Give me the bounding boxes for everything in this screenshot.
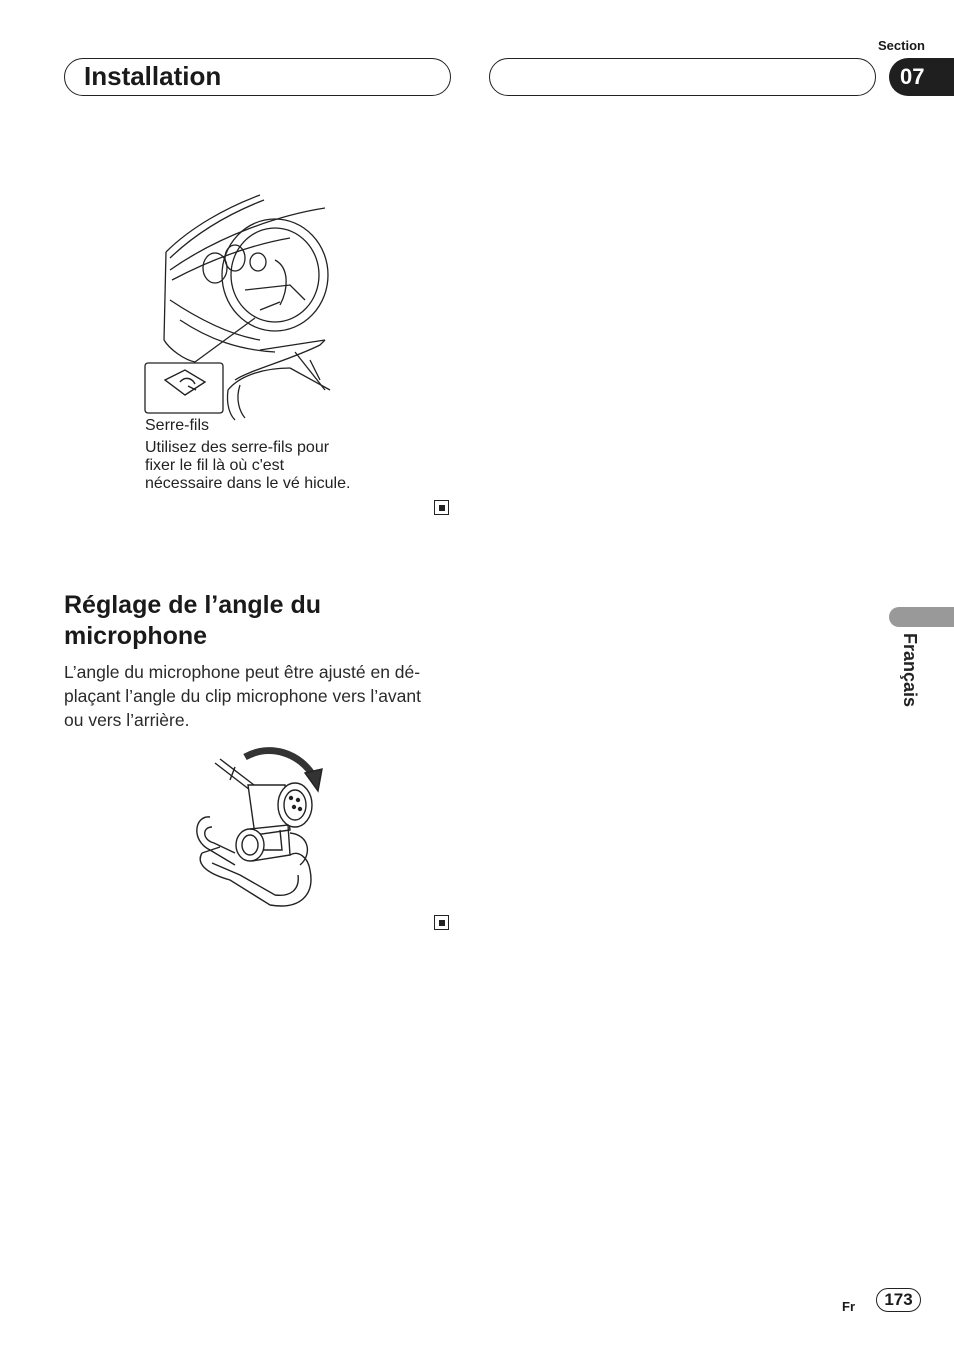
section-heading-line: microphone: [64, 622, 208, 650]
figure1-caption-title: Serre-fils: [145, 417, 210, 434]
language-tab: [889, 607, 954, 627]
page-title: Installation: [84, 61, 222, 91]
paragraph-line: ou vers l’arrière.: [64, 710, 190, 730]
paragraph-line: plaçant l’angle du clip microphone vers l’avant: [64, 686, 422, 706]
end-of-section-mark: [434, 915, 449, 930]
empty-title-pill: [489, 58, 876, 96]
section-number-badge: 07: [889, 58, 954, 96]
paragraph-line: L’angle du microphone peut être ajusté en dé-: [64, 662, 421, 682]
section-heading: [64, 590, 464, 652]
figure1-caption-line: nécessaire dans le vé hicule.: [145, 475, 351, 492]
language-label: Français: [900, 633, 920, 708]
figure1-caption-line: Utilisez des serre-fils pour: [145, 439, 330, 456]
page-number: 173: [876, 1288, 921, 1312]
microphone-clip-illustration: [190, 745, 325, 910]
section-heading-line: Réglage de l’angle du: [64, 591, 321, 619]
figure1-caption-line: fixer le fil là où c'est: [145, 457, 285, 474]
section-paragraph: [64, 660, 459, 732]
end-of-section-mark: [434, 500, 449, 515]
dashboard-illustration: [140, 190, 380, 420]
language-code: Fr: [842, 1299, 855, 1314]
section-label: Section: [878, 38, 925, 53]
